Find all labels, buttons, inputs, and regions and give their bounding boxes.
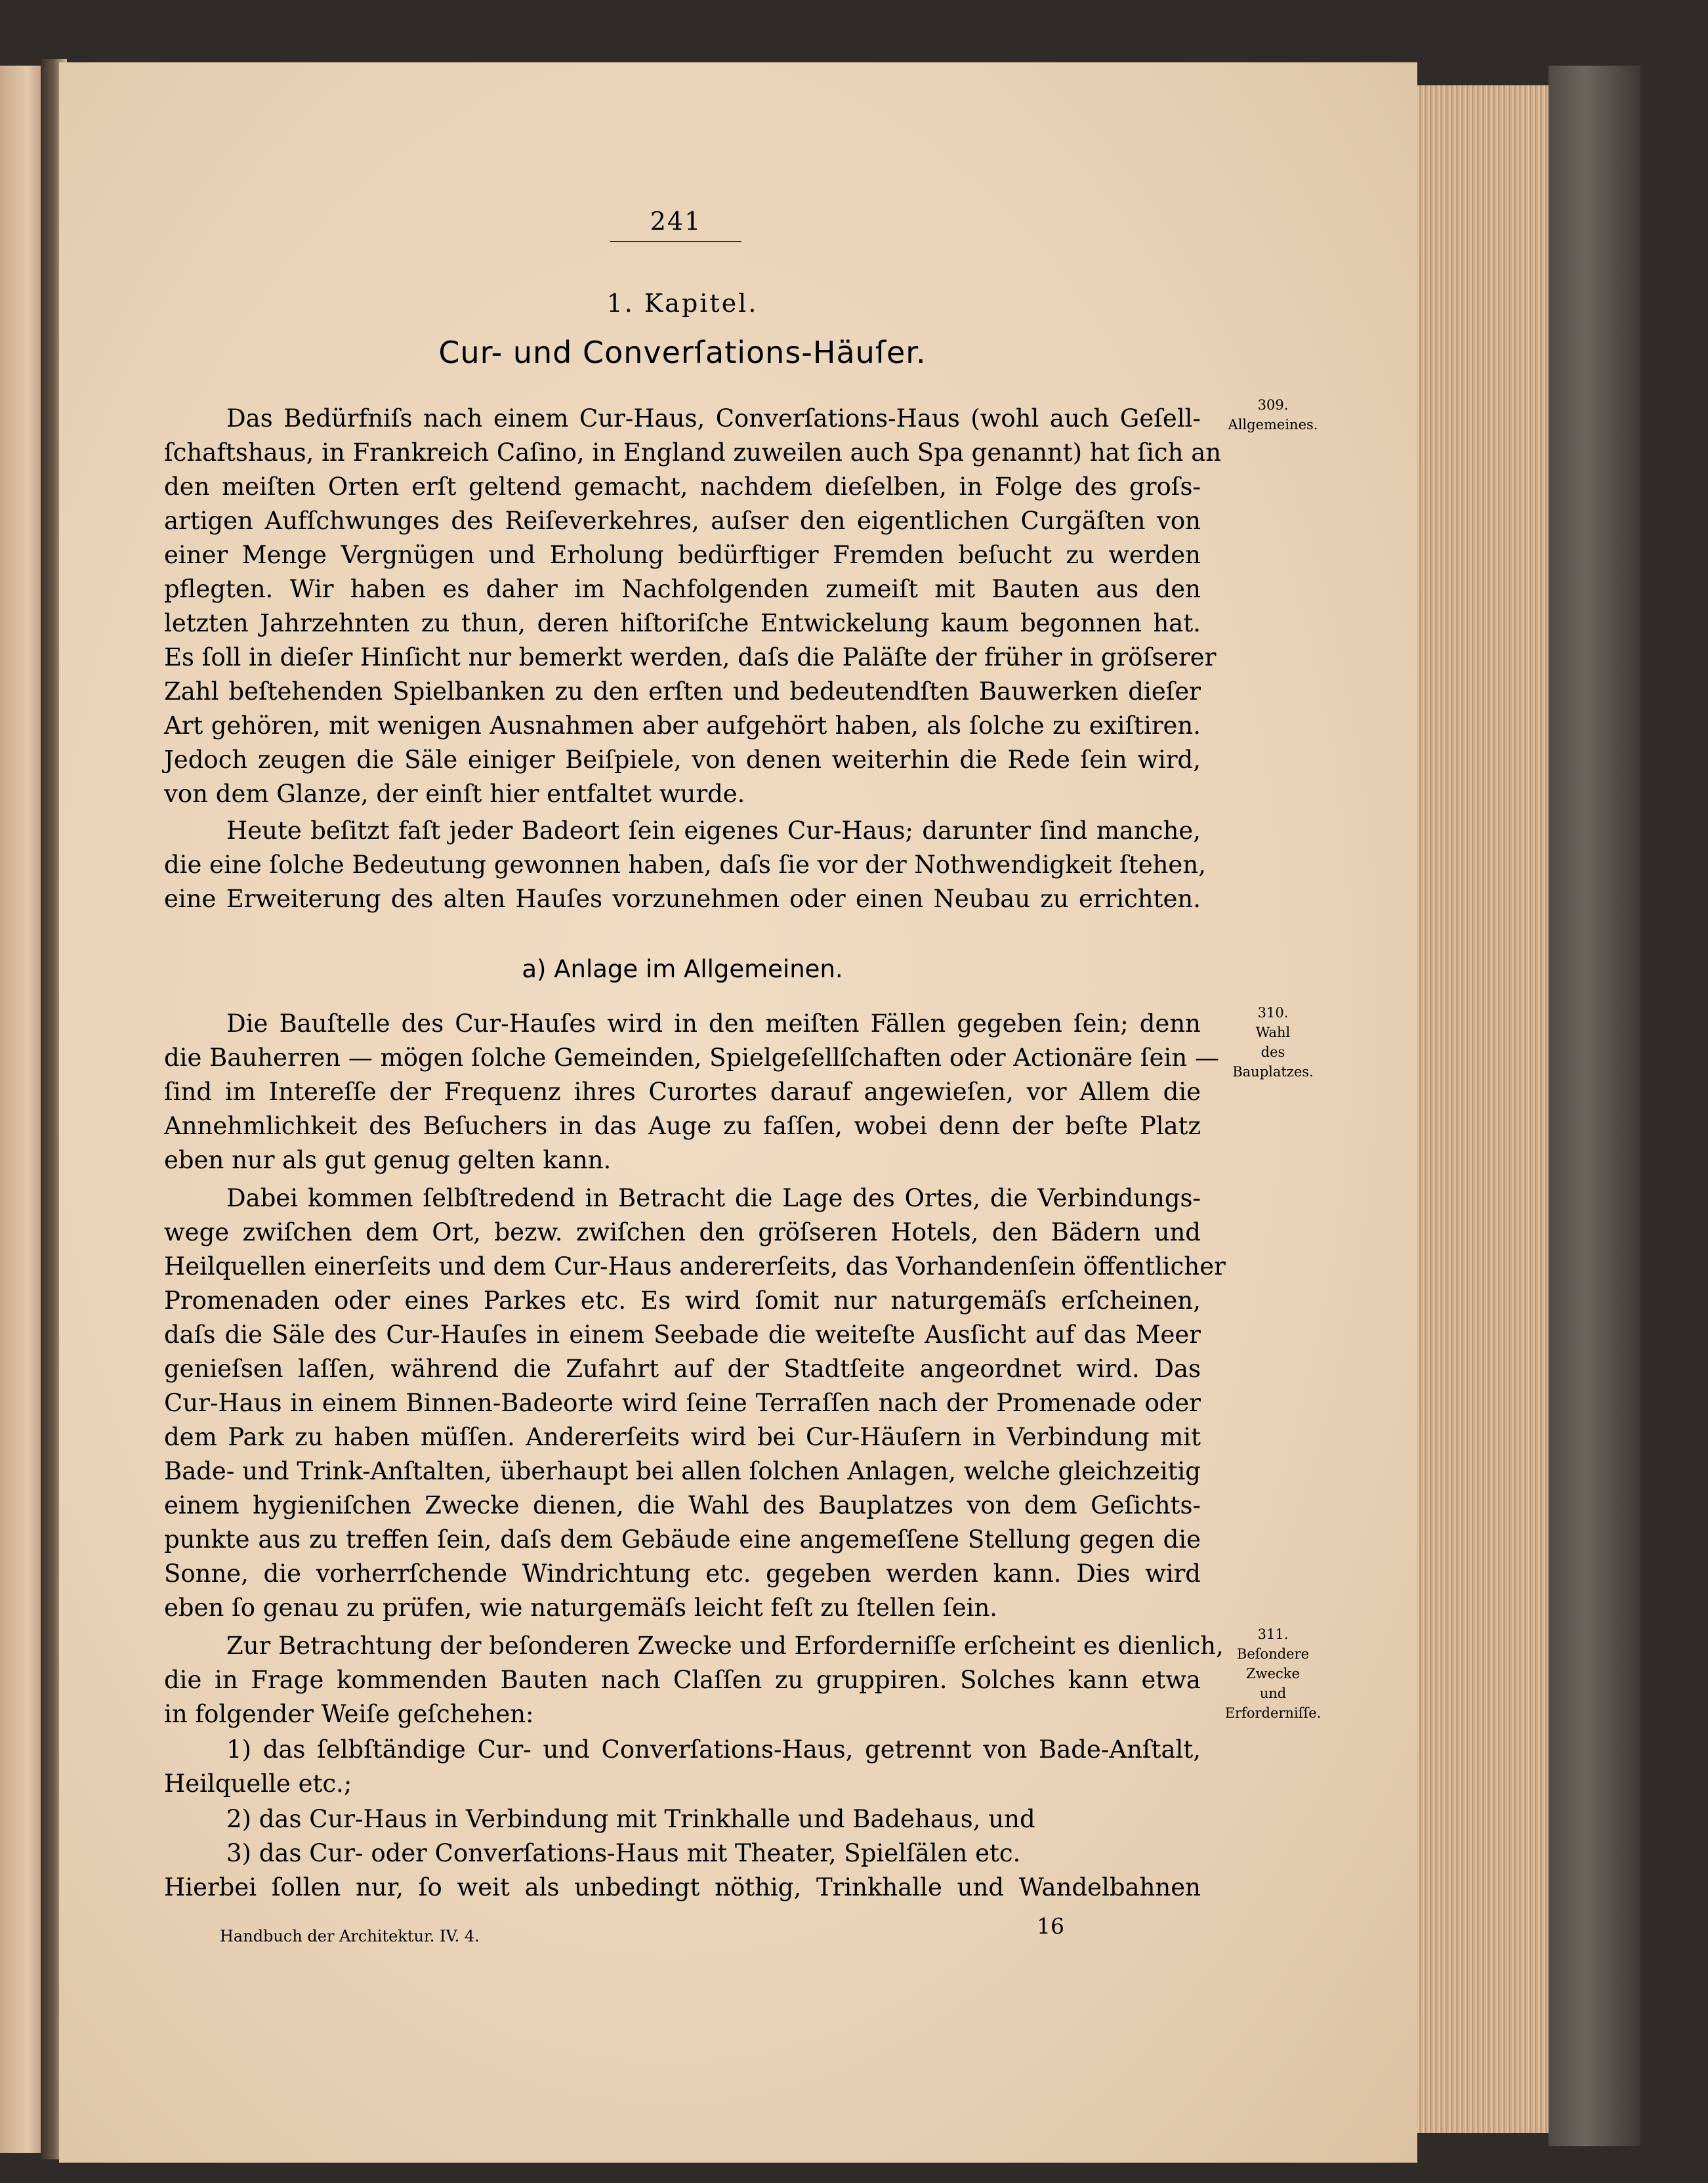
margin-note-310 [1214, 1003, 1332, 1082]
text-line: Sonne, die vorherrſchende Windrichtung etc. gegeben werden kann. Dies wird [164, 1559, 1201, 1588]
text-line: Annehmlichkeit des Beſuchers in das Auge zu faſſen, wobei denn der beſte Platz [164, 1112, 1201, 1140]
text-line: Cur-Haus in einem Binnen-Badeorte wird ſeine Terraſſen nach der Promenade oder [164, 1389, 1201, 1417]
text-line: ſind im Intereſſe der Frequenz ihres Curortes darauf angewieſen, vor Allem die [164, 1078, 1201, 1106]
text-line: Es ſoll in dieſer Hinſicht nur bemerkt werden, daſs die Paläſte der früher in gröſserer [164, 643, 1217, 671]
text-line: artigen Aufſchwunges des Reiſeverkehres, auſser den eigentlichen Curgäſten von [164, 507, 1201, 535]
signature-mark: 16 [1037, 1913, 1064, 1939]
text-line: Art gehören, mit wenigen Ausnahmen aber aufgehört haben, als ſolche zu exiſtiren. [164, 711, 1201, 740]
page-number: 241 [610, 207, 741, 242]
page-edges [1414, 85, 1558, 2133]
text-line: einer Menge Vergnügen und Erholung bedürftiger Fremden beſucht zu werden [164, 541, 1201, 569]
margin-note-309 [1214, 395, 1332, 434]
text-line: die Bauherren — mögen ſolche Gemeinden, Spielgeſellſchaften oder Actionäre ſein — [164, 1044, 1219, 1072]
book-cover [1549, 66, 1640, 2146]
text-line: eine Erweiterung des alten Hauſes vorzunehmen oder einen Neubau zu errichten. [164, 885, 1201, 913]
section-heading: a) Anlage im Allgemeinen. [522, 955, 843, 983]
text-line: Zur Betrachtung der beſonderen Zwecke und Erforderniſſe erſcheint es dienlich, [226, 1632, 1224, 1660]
left-facing-page [0, 66, 46, 2153]
list-item-continuation: Heilquelle etc.; [164, 1770, 352, 1798]
text-line: Jedoch zeugen die Säle einiger Beiſpiele, von denen weiterhin die Rede ſein wird, [164, 746, 1201, 774]
list-item: 3) das Cur- oder Converſations-Haus mit Theater, Spielſälen etc. [226, 1839, 1021, 1867]
text-line: die eine ſolche Bedeutung gewonnen haben, daſs ſie vor der Nothwendigkeit ſtehen, [164, 851, 1206, 879]
text-line: den meiſten Orten erſt geltend gemacht, nachdem dieſelben, in Folge des groſs- [164, 473, 1201, 501]
footer-source: Handbuch der Architektur. IV. 4. [220, 1927, 480, 1945]
margin-note-text: Wahl [1255, 1025, 1291, 1040]
text-line: daſs die Säle des Cur-Hauſes in einem Seebade die weiteſte Ausſicht auf das Meer [164, 1321, 1201, 1349]
text-line: Bade- und Trink-Anſtalten, überhaupt bei allen ſolchen Anlagen, welche gleichzeitig [164, 1457, 1201, 1485]
margin-note-text: Allgemeines. [1228, 417, 1318, 433]
list-item: 2) das Cur-Haus in Verbindung mit Trinkhalle und Badehaus, und [226, 1805, 1035, 1833]
margin-note-text: Erforderniſſe. [1224, 1705, 1322, 1721]
text-line: von dem Glanze, der einſt hier entfaltet wurde. [164, 780, 745, 808]
text-line: Das Bedürfniſs nach einem Cur-Haus, Converſations-Haus (wohl auch Geſell- [226, 404, 1201, 433]
margin-note-text: des [1260, 1044, 1285, 1060]
text-line: die in Frage kommenden Bauten nach Claſſen zu gruppiren. Solches kann etwa [164, 1666, 1201, 1694]
text-line: Heilquellen einerſeits und dem Cur-Haus andererſeits, das Vorhandenſein öffentlicher [164, 1252, 1226, 1281]
margin-note-text: Bauplatzes. [1232, 1064, 1314, 1080]
text-line: wege zwiſchen dem Ort, bezw. zwiſchen den gröſseren Hotels, den Bädern und [164, 1218, 1201, 1246]
text-line: Zahl beſtehenden Spielbanken zu den erſten und bedeutendſten Bauwerken dieſer [164, 677, 1201, 706]
text-line: eben ſo genau zu prüfen, wie naturgemäſs leicht feſt zu ſtellen ſein. [164, 1594, 998, 1622]
text-line: Dabei kommen ſelbſtredend in Betracht die Lage des Ortes, die Verbindungs- [226, 1184, 1201, 1212]
text-line: punkte aus zu treffen ſein, daſs dem Gebäude eine angemeſſene Stellung gegen die [164, 1525, 1201, 1554]
margin-note-number: 309. [1257, 397, 1289, 413]
text-line: letzten Jahrzehnten zu thun, deren hiſtoriſche Entwickelung kaum begonnen hat. [164, 609, 1201, 637]
text-line: einem hygieniſchen Zwecke dienen, die Wahl des Bauplatzes von dem Geſichts- [164, 1491, 1201, 1519]
margin-note-311 [1214, 1624, 1332, 1723]
text-line: Die Bauſtelle des Cur-Hauſes wird in den meiſten Fällen gegeben ſein; denn [226, 1009, 1201, 1038]
margin-note-number: 310. [1257, 1005, 1289, 1021]
chapter-title: Cur- und Converſations-Häuſer. [438, 335, 927, 370]
margin-note-text: Beſondere [1236, 1646, 1310, 1662]
margin-note-text: Zwecke [1246, 1666, 1300, 1682]
text-line: Promenaden oder eines Parkes etc. Es wird ſomit nur naturgemäſs erſcheinen, [164, 1286, 1201, 1315]
list-item: 1) das ſelbſtändige Cur- und Converſations-Haus, getrennt von Bade-Anſtalt, [226, 1735, 1201, 1764]
margin-note-number: 311. [1257, 1626, 1289, 1642]
text-line: ſchaftshaus, in Frankreich Caſino, in England zuweilen auch Spa genannt) hat ſich an [164, 438, 1222, 467]
text-line: Hierbei ſollen nur, ſo weit als unbedingt nöthig, Trinkhalle und Wandelbahnen [164, 1873, 1201, 1901]
text-line: pflegten. Wir haben es daher im Nachfolgenden zumeiſt mit Bauten aus den [164, 575, 1201, 603]
text-line: Heute beſitzt faſt jeder Badeort ſein eigenes Cur-Haus; darunter ſind manche, [226, 816, 1201, 845]
text-line: eben nur als gut genug gelten kann. [164, 1146, 612, 1174]
text-line: in folgender Weiſe geſchehen: [164, 1700, 534, 1728]
margin-note-text: und [1259, 1685, 1287, 1701]
chapter-label: 1. Kapitel. [606, 289, 759, 318]
text-line: genieſsen laſſen, während die Zufahrt auf der Stadtſeite angeordnet wird. Das [164, 1355, 1201, 1383]
text-line: dem Park zu haben müſſen. Andererſeits wird bei Cur-Häuſern in Verbindung mit [164, 1423, 1201, 1451]
